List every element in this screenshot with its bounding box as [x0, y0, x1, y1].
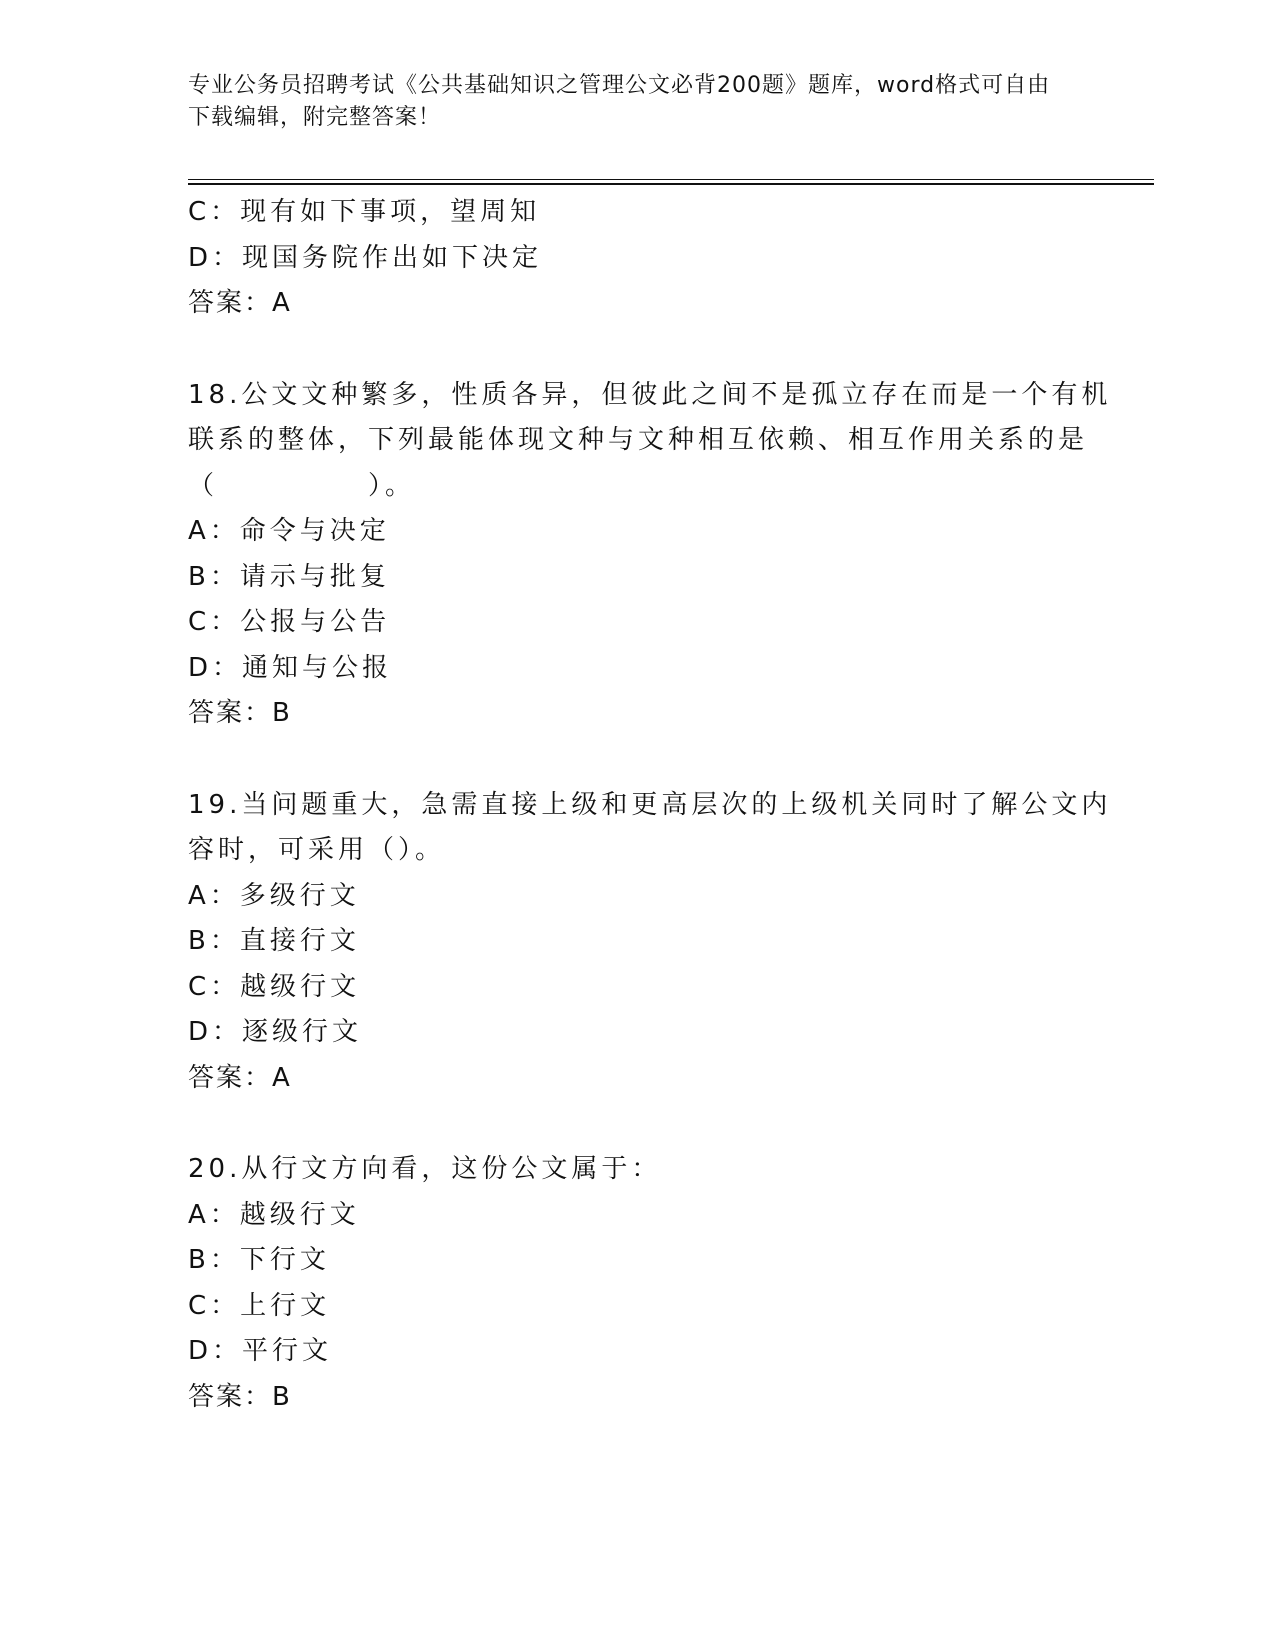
option-a: A：多级行文 [188, 880, 360, 911]
header-rule-thick [188, 183, 1154, 185]
question-20 [188, 1147, 1088, 1420]
option-c: C：越级行文 [188, 971, 361, 1002]
question-text-line: 联系的整体，下列最能体现文种与文种相互依赖、相互作用关系的是 [188, 425, 1089, 455]
question-content [188, 190, 1112, 1420]
option-c: C：公报与公告 [188, 607, 391, 637]
question-text-line: 18.公文文种繁多，性质各异，但彼此之间不是孤立存在而是一个有机 [188, 379, 1112, 410]
answer-line: 答案：A [188, 1062, 292, 1093]
option-d: D：现国务院作出如下决定 [188, 242, 543, 273]
question-18 [188, 373, 1112, 737]
page-header: 专业公务员招聘考试《公共基础知识之管理公文必背200题》题库，word格式可自由下载编辑，附完整答案！ [188, 73, 1051, 130]
question-text-line: 19.当问题重大，急需直接上级和更高层次的上级机关同时了解公文内 [188, 789, 1112, 820]
option-b: B：直接行文 [188, 926, 360, 956]
option-b: B：下行文 [188, 1245, 330, 1275]
question-19 [188, 783, 1112, 1102]
header-rule-thin [188, 179, 1154, 180]
option-b: B：请示与批复 [188, 561, 390, 592]
question-text-line: （ ）。 [188, 470, 416, 501]
answer-line: 答案：A [188, 288, 292, 318]
option-a: A：越级行文 [188, 1199, 360, 1230]
option-d: D：通知与公报 [188, 652, 393, 683]
answer-line: 答案：B [188, 1381, 292, 1412]
answer-line: 答案：B [188, 698, 292, 728]
question-text-line: 容时，可采用（）。 [188, 835, 446, 865]
option-d: D：逐级行文 [188, 1017, 363, 1047]
question-text-line: 20.从行文方向看，这份公文属于： [188, 1154, 662, 1184]
carryover-block [188, 190, 1088, 327]
option-d: D：平行文 [188, 1336, 333, 1366]
option-a: A：命令与决定 [188, 516, 390, 546]
option-c: C：上行文 [188, 1290, 331, 1321]
option-c: C：现有如下事项，望周知 [188, 197, 541, 227]
